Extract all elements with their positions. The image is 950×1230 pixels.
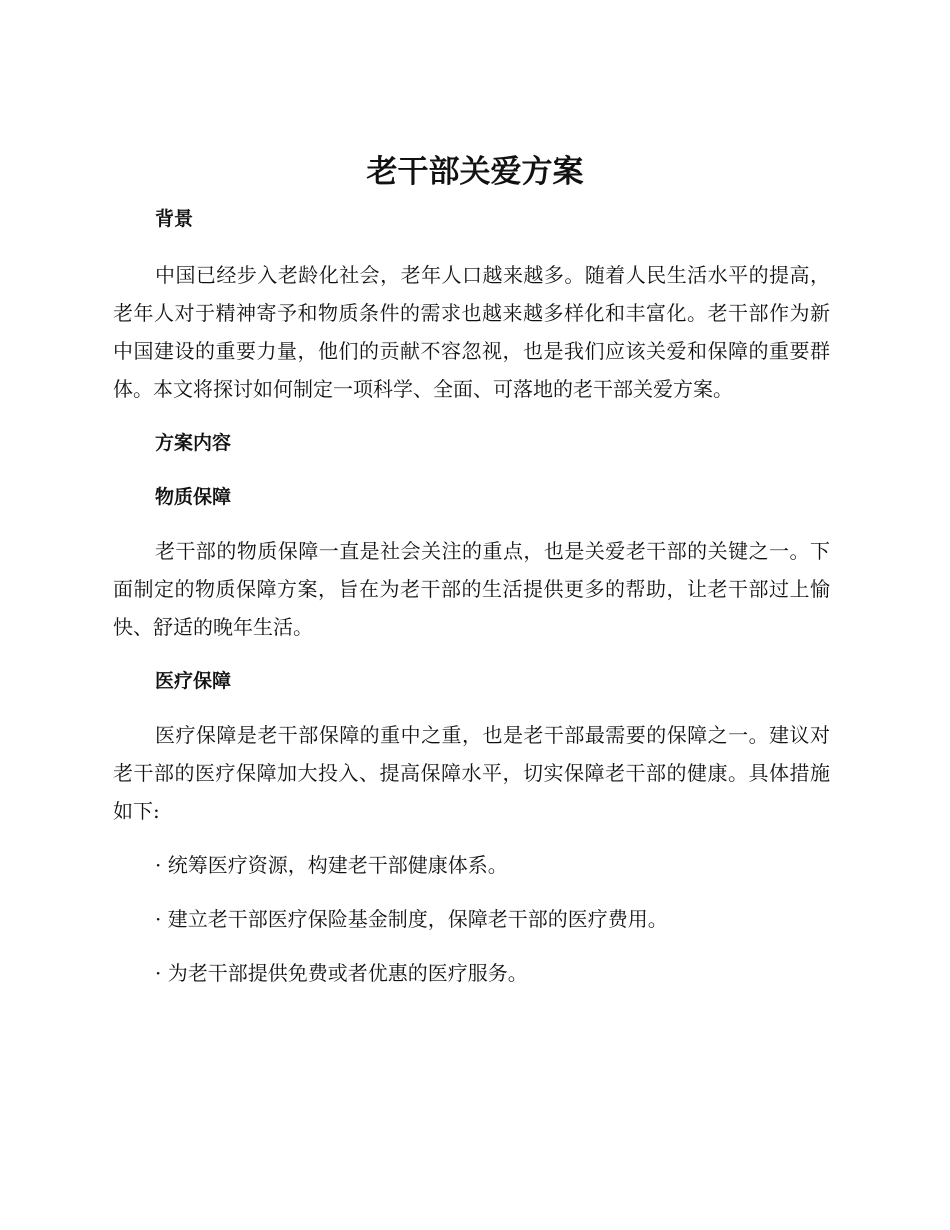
- section-heading-plan: 方案内容: [155, 432, 232, 454]
- section-heading-material: 物质保障: [155, 486, 232, 508]
- background-paragraph: 中国已经步入老龄化社会，老年人口越来越多。随着人民生活水平的提高，老年人对于精神寄予和物质条件的需求也越来越多样化和丰富化。老干部作为新中国建设的重要力量，他们的贡献不容忽视，也是我们应该关爱和保障的重要群体。本文将探讨如何制定一项科学、全面、可落地的老干部关爱方案。: [113, 263, 830, 401]
- list-item: · 统筹医疗资源，构建老干部健康体系。: [155, 853, 508, 877]
- list-item: · 为老干部提供免费或者优惠的医疗服务。: [155, 961, 528, 985]
- medical-paragraph: 医疗保障是老干部保障的重中之重，也是老干部最需要的保障之一。建议对老干部的医疗保障加大投入、提高保障水平，切实保障老干部的健康。具体措施如下:: [113, 723, 830, 823]
- document-title: 老干部关爱方案: [366, 154, 584, 190]
- section-heading-medical: 医疗保障: [155, 670, 232, 692]
- material-paragraph: 老干部的物质保障一直是社会关注的重点，也是关爱老干部的关键之一。下面制定的物质保障方案，旨在为老干部的生活提供更多的帮助，让老干部过上愉快、舒适的晚年生活。: [113, 539, 830, 639]
- list-item: · 建立老干部医疗保险基金制度，保障老干部的医疗费用。: [155, 907, 668, 931]
- document-body: [113, 200, 830, 992]
- section-heading-background: 背景: [155, 208, 194, 230]
